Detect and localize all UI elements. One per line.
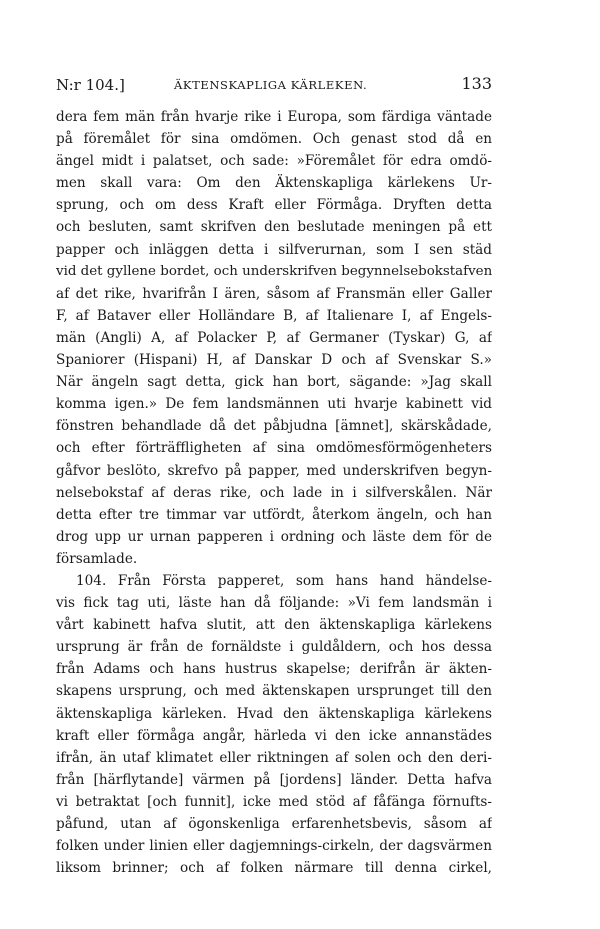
- text-line: gåfvor beslöto, skrefvo på papper, med underskrifven begyn-: [56, 462, 492, 479]
- text-line: kraft eller förmåga angår, härleda vi den icke annanstädes: [56, 727, 492, 744]
- text-line: folken under linien eller dagjemnings-cirkeln, der dagsvärmen: [56, 838, 492, 855]
- running-header: [56, 72, 492, 96]
- text-line: F, af Bataver eller Holländare B, af Italienare I, af Engels-: [56, 307, 492, 324]
- text-line: Spaniorer (Hispani) H, af Danskar D och af Svenskar S.»: [56, 352, 492, 369]
- text-line: på föremålet för sina omdömen. Och genast stod då en: [56, 131, 492, 148]
- text-line: vis fick tag uti, läste han då följande: »Vi fem landsmän i: [56, 595, 492, 612]
- text-line: ifrån, än utaf klimatet eller riktningen af solen och den deri-: [56, 749, 492, 766]
- paragraph-end-line: församlade.: [56, 550, 138, 567]
- paragraph-start-line: 104. Från Första papperet, som hans hand händelse-: [76, 572, 492, 589]
- text-line: skapens ursprung, och med äktenskapen ursprunget till den: [56, 683, 492, 700]
- text-line: påfund, utan af ögonskenliga erfarenhetsbevis, såsom af: [56, 816, 492, 832]
- text-line: vårt kabinett hafva slutit, att den äktenskapliga kärlekens: [56, 617, 492, 634]
- text-line: äktenskapliga kärleken. Hvad den äktenskapliga kärlekens: [56, 705, 492, 722]
- text-line: af det rike, hvarifrån I ären, såsom af Fransmän eller Galler: [56, 285, 492, 302]
- text-line: från [härflytande] värmen på [jordens] länder. Detta hafva: [56, 771, 492, 788]
- body-text: [56, 106, 492, 879]
- text-line: men skall vara: Om den Äktenskapliga kärlekens Ur-: [56, 175, 492, 192]
- text-line: sprung, och om dess Kraft eller Förmåga. Dryften detta: [56, 197, 492, 214]
- chapter-number: N:r 104.]: [56, 76, 125, 94]
- running-title: ÄKTENSKAPLIGA KÄRLEKEN.: [174, 78, 368, 92]
- text-line: drog upp ur urnan papperen i ordning och läste dem för de: [56, 528, 492, 545]
- text-line: komma igen.» De fem landsmännen uti hvarje kabinett vid: [56, 396, 492, 413]
- text-line: papper och inläggen detta i silfverurnan, som I sen städ: [56, 241, 492, 258]
- text-line: vi betraktat [och funnit], icke med stöd af fåfänga förnufts-: [56, 793, 492, 810]
- text-line: ursprung är från de fornäldste i guldåldern, och hos dessa: [56, 639, 492, 656]
- text-line: fönstren behandlade då det påbjudna [ämnet], skärskådade,: [56, 418, 492, 435]
- text-line: När ängeln sagt detta, gick han bort, sägande: »Jag skall: [56, 374, 492, 391]
- text-line: ängel midt i palatset, och sade: »Föremålet för edra omdö-: [56, 153, 492, 170]
- text-line: från Adams och hans hustrus skapelse; derifrån är äkten-: [56, 661, 492, 678]
- text-line: och besluten, samt skrifven den beslutade meningen på ett: [56, 219, 492, 236]
- text-line: detta efter tre timmar var utfördt, återkom ängeln, och han: [56, 506, 492, 523]
- text-line: och efter förträffligheten af sina omdömesförmögenheters: [56, 440, 492, 457]
- page-number: 133: [461, 74, 492, 93]
- text-line: män (Angli) A, af Polacker P, af Germaner (Tyskar) G, af: [56, 329, 492, 346]
- text-line: liksom brinner; och af folken närmare till denna cirkel,: [56, 860, 492, 877]
- text-line: vid det gyllene bordet, och underskrifven begynnelsebokstafven: [56, 263, 492, 279]
- text-line: dera fem män från hvarje rike i Europa, som färdiga väntade: [56, 109, 492, 125]
- text-line: nelsebokstaf af deras rike, och lade in i silfverskålen. När: [56, 484, 492, 501]
